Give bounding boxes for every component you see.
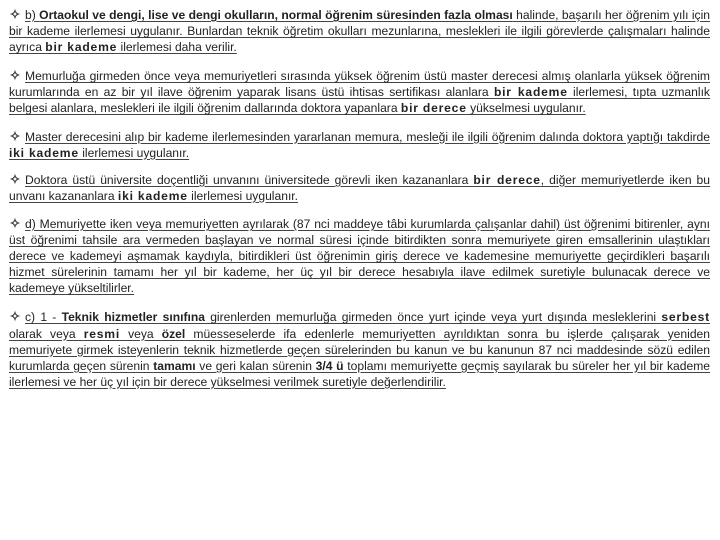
bullet-icon [9,130,21,142]
bold-text: bir kademe [45,40,118,55]
text-segment: Master derecesini alıp bir kademe ilerlemesinden yararlanan memura, mesleği ile ilgili öğrenim dalında doktora yaptığı takdirde [25,129,710,144]
text-segment: ilerlemesi, tıpta uzmanlık belgesi alanlara, meslekleri ile ilgili öğrenim dallarında doktora yapanlara [9,85,710,116]
text-segment: c) 1 - [25,310,62,325]
bullet-icon [9,173,21,185]
text-segment: b) [25,8,40,22]
text-segment: halinde, başarılı her öğrenim yılı için bir kademe ilerlemesi uygulanır. Bunlardan teknik öğretim okulları mezunlarına, meslekleri ile ilgili görevlerde çalışmaları halinde ayrıca [9,8,710,55]
bold-text: Ortaokul ve dengi, lise ve dengi okulların, normal öğrenim süresinden fazla olması [39,8,513,22]
bullet-icon [9,217,21,229]
paragraph-6 [9,309,710,389]
bold-text: bir derece [473,172,541,187]
bold-text: bir derece [400,101,467,116]
text-segment: müesseselerde ifa edenlerle memuriyetten ayrıldıktan sonra bu işlerde çalışarak yeniden memuriyete girmek isteyenlerin teknik hizmetlerde geçen sürelerinden bu kanun ve bu kanunun 87 nci maddesinde sözü edilen kurumlarda geçen sürenin [9,326,710,373]
bold-text: özel [161,326,186,341]
bold-text: 3/4 ü [315,358,344,373]
bold-text: resmi [83,326,120,341]
bold-text: iki kademe [117,188,188,203]
text-segment: toplamı memuriyette geçmiş sayılarak bu süreler her yıl bir kademe ilerlemesi ve her üç yıl için bir derece yükselmesi verilmek suretiyle değerlendirilir. [9,358,710,389]
text-segment: veya [119,326,162,341]
bullet-icon [9,310,21,322]
paragraph-1 [9,7,710,55]
text-segment: yükselmesi uygulanır. [466,101,586,116]
bold-text: tamamı [153,358,196,373]
bold-text: Teknik hizmetler sınıfına [61,310,205,325]
bold-text: bir kademe [493,85,568,100]
bullet-icon [9,69,21,81]
text-segment: d) Memuriyette iken veya memuriyetten ayrılarak (87 nci maddeye tâbi kurumlarda çalışanlar dahil) üst öğrenimi bitirenler, aynı üst öğrenimi tahsile ara vermeden başlayan ve normal süresi içinde bitirdikten sonra memuriyete giren emsallerinin ulaştıkları derece ve kademeyi aşmamak kaydıyla, bitirdikleri üst öğrenimin giriş derece ve kademesine memuriyette geçirdikleri başarılı hizmet sürelerinin tamamı her yıl bir kademe, her üç yıl bir derece hesabıyla ilave edilmek suretiyle bulunacak derece ve kademeye yükseltilirler. [9,216,710,296]
text-segment: girenlerden memurluğa girmeden önce yurt içinde veya yurt dışında mesleklerini [204,310,662,325]
text-segment: olarak veya [9,326,84,341]
paragraph-2 [9,68,710,116]
text-segment: , diğer memuriyetlerde iken bu unvanı kazananlara [9,172,711,203]
text-segment: ilerlemesi uygulanır. [78,145,190,160]
bullet-icon [9,8,21,20]
paragraph-5 [9,216,710,296]
bold-text: iki kademe [9,145,79,160]
text-segment: Doktora üstü üniversite doçentliği unvanını üniversitede görevli iken kazananlara [25,172,474,187]
text-segment: ve geri kalan sürenin [195,358,316,373]
paragraph-4 [9,172,710,204]
bold-text: serbest [661,310,710,325]
text-segment: Memurluğa girmeden önce veya memuriyetleri sırasında yüksek öğrenim üstü master derecesi almış olanlarla yüksek öğrenim kurumlarında en az bir yıl ilave öğrenim yaparak lisans üstü ihtisas sertifikası alanlara [9,69,710,100]
paragraph-3 [9,129,710,161]
text-segment: ilerlemesi uygulanır. [187,188,299,203]
text-segment: ilerlemesi daha verilir. [117,40,237,55]
